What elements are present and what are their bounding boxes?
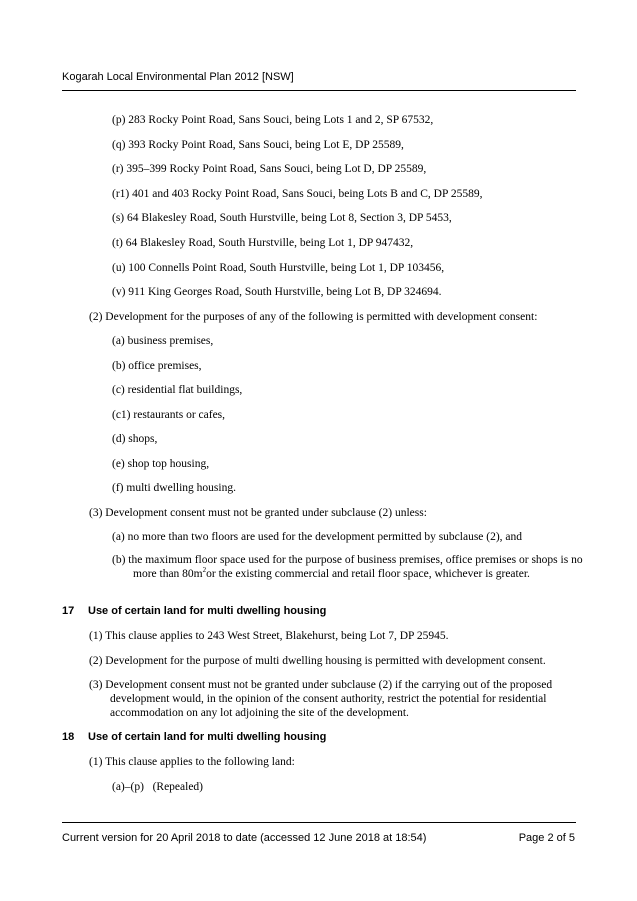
- subclause-3: (3) Development consent must not be granted under subclause (2) unless:: [89, 507, 427, 519]
- list-item: (t) 64 Blakesley Road, South Hurstville, being Lot 1, DP 947432,: [112, 237, 414, 249]
- header-divider: [62, 90, 576, 91]
- list-item: (d) shops,: [112, 433, 158, 445]
- list-item: (a) no more than two floors are used for the development permitted by subclause (2), and: [112, 531, 523, 543]
- clause-18-heading: 18 Use of certain land for multi dwelling housing: [62, 731, 327, 743]
- list-item: (b) office premises,: [112, 360, 202, 372]
- subclause-17-3: (3) Development consent must not be granted under subclause (2) if the carrying out of the proposed development would, in the opinion of the consent authority, restrict the potential for residential accommodation on any lot adjoining the site of the development.: [89, 679, 553, 719]
- list-item: (b) the maximum floor space used for the purpose of business premises, office premises or shops is no more than $80m^2or$ the existing commercial and retail floor space, whichever is greater.: [112, 554, 583, 580]
- list-item: (e) shop top housing,: [112, 458, 210, 470]
- footer-divider: [62, 822, 576, 823]
- list-item: (r) 395–399 Rocky Point Road, Sans Souci, being Lot D, DP 25589,: [112, 163, 427, 175]
- list-item: (c1) restaurants or cafes,: [112, 409, 226, 421]
- subclause-2: (2) Development for the purposes of any of the following is permitted with development consent:: [89, 311, 538, 323]
- subclause-17-1: (1) This clause applies to 243 West Street, Blakehurst, being Lot 7, DP 25945.: [89, 630, 449, 642]
- list-item: (f) multi dwelling housing.: [112, 482, 236, 494]
- list-item: (r1) 401 and 403 Rocky Point Road, Sans Souci, being Lots B and C, DP 25589,: [112, 188, 483, 200]
- clause-17-heading: 17 Use of certain land for multi dwelling housing: [62, 605, 327, 617]
- list-item: (p) 283 Rocky Point Road, Sans Souci, being Lots 1 and 2, SP 67532,: [112, 114, 434, 126]
- list-item: (q) 393 Rocky Point Road, Sans Souci, being Lot E, DP 25589,: [112, 139, 404, 151]
- list-item: (a) business premises,: [112, 335, 214, 347]
- list-item: (c) residential flat buildings,: [112, 384, 243, 396]
- subclause-17-2: (2) Development for the purpose of multi dwelling housing is permitted with development consent.: [89, 655, 546, 667]
- page-number: Page 2 of 5: [518, 832, 575, 844]
- list-item: (a)–(p) (Repealed): [112, 781, 204, 793]
- subclause-18-1: (1) This clause applies to the following land:: [89, 756, 295, 768]
- list-item: (v) 911 King Georges Road, South Hurstville, being Lot B, DP 324694.: [112, 286, 442, 298]
- footer-version-info: Current version for 20 April 2018 to date (accessed 12 June 2018 at 18:54): [62, 832, 427, 844]
- list-item: (u) 100 Connells Point Road, South Hurstville, being Lot 1, DP 103456,: [112, 262, 445, 274]
- document-header-title: Kogarah Local Environmental Plan 2012 [NSW]: [62, 71, 294, 83]
- list-item: (s) 64 Blakesley Road, South Hurstville, being Lot 8, Section 3, DP 5453,: [112, 212, 452, 224]
